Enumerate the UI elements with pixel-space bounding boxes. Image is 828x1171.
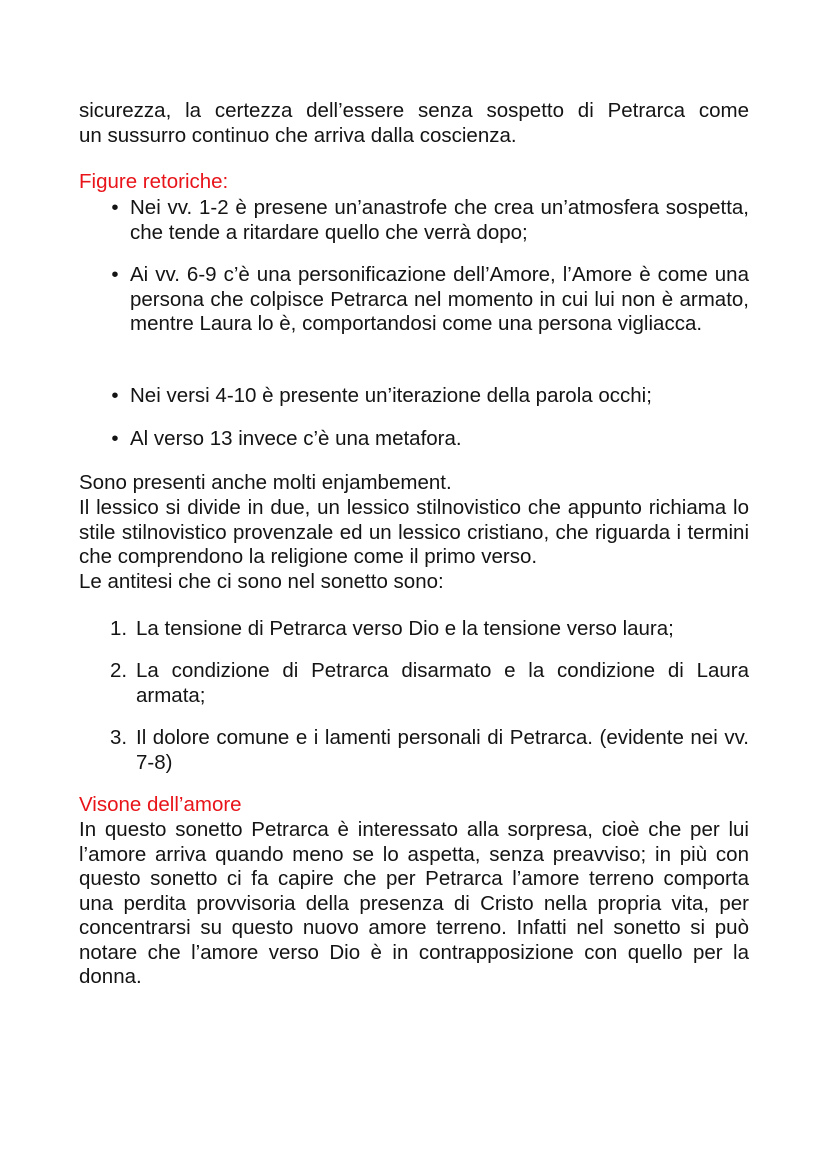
bullet-icon: • bbox=[111, 384, 119, 407]
list-item-text: La condizione di Petrarca disarmato e la condizione di Laura armata; bbox=[136, 659, 749, 707]
figure-retoriche-heading: Figure retoriche: bbox=[79, 170, 229, 193]
list-item-text: Nei versi 4-10 è presente un’iterazione della parola occhi; bbox=[130, 384, 652, 407]
bullet-icon: • bbox=[111, 427, 119, 450]
intro-line-2: un sussurro continuo che arriva dalla coscienza. bbox=[79, 123, 517, 147]
lessico-paragraph: Il lessico si divide in due, un lessico stilnovistico che appunto richiama lo stile stilnovistico provenzale ed un lessico cristiano, che riguarda i termini che comprendono la religione come il primo verso. bbox=[79, 496, 749, 568]
visione-heading: Visone dell’amore bbox=[79, 793, 242, 816]
list-number: 2. bbox=[110, 659, 128, 682]
list-item-text: Il dolore comune e i lamenti personali di Petrarca. (evidente nei vv. 7-8) bbox=[136, 726, 749, 774]
bullet-icon: • bbox=[111, 263, 119, 286]
list-item-text: La tensione di Petrarca verso Dio e la tensione verso laura; bbox=[136, 617, 674, 640]
list-item-text: Al verso 13 invece c’è una metafora. bbox=[130, 427, 462, 450]
enjambement-line: Sono presenti anche molti enjambement. bbox=[79, 471, 452, 494]
antitesi-intro: Le antitesi che ci sono nel sonetto sono: bbox=[79, 570, 444, 593]
list-item-text: Ai vv. 6-9 c’è una personificazione dell’Amore, l’Amore è come una persona che colpisce Petrarca nel momento in cui lui non è armato, mentre Laura lo è, comportandosi come una persona vigliacca. bbox=[130, 263, 749, 335]
intro-line-1: sicurezza, la certezza dell’essere senza sospetto di Petrarca come bbox=[79, 99, 749, 122]
intro-paragraph bbox=[79, 99, 749, 148]
list-item-text: Nei vv. 1-2 è presene un’anastrofe che crea un’atmosfera sospetta, che tende a ritardare quello che verrà dopo; bbox=[130, 196, 749, 244]
list-number: 3. bbox=[110, 726, 128, 749]
bullet-icon: • bbox=[111, 196, 119, 219]
visione-paragraph: In questo sonetto Petrarca è interessato alla sorpresa, cioè che per lui l’amore arriva quando meno se lo aspetta, senza preavviso; in più con questo sonetto ci fa capire che per Petrarca l’amore terreno comporta una perdita provvisoria della presenza di Cristo nella propria vita, per concentrarsi su questo nuovo amore terreno. Infatti nel sonetto si può notare che l’amore verso Dio è in contrapposizione con quello per la donna. bbox=[79, 818, 749, 988]
list-number: 1. bbox=[110, 617, 128, 640]
